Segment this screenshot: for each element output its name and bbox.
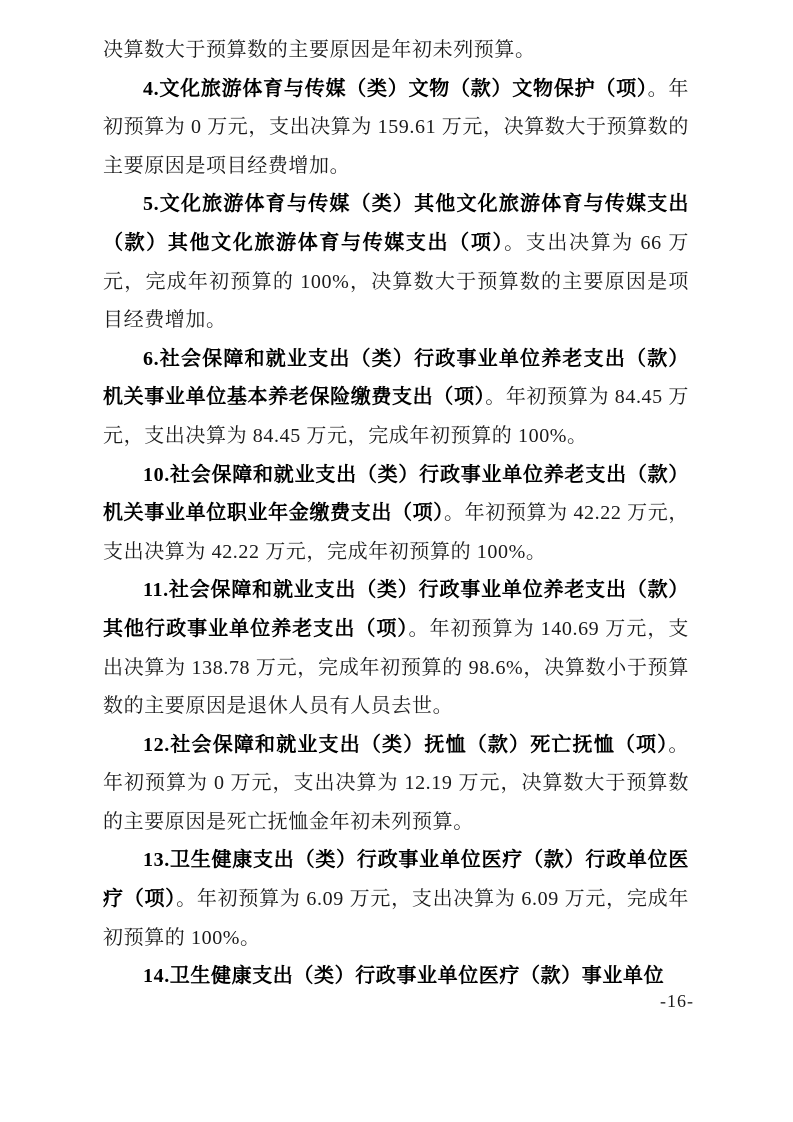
clause-heading: 5.文化旅游体育与传媒（类）其他文化旅游体育与传媒支出（款）其他文化旅游体育与传媒支出（项） <box>103 193 689 254</box>
clause-heading: 10.社会保障和就业支出（类）行政事业单位养老支出（款）机关事业单位职业年金缴费支出（项） <box>103 463 689 525</box>
document-body <box>103 31 689 996</box>
paragraph <box>103 841 689 957</box>
clause-heading: 11.社会保障和就业支出（类）行政事业单位养老支出（款）其他行政事业单位养老支出（项） <box>103 579 689 640</box>
clause-heading: 6.社会保障和就业支出（类）行政事业单位养老支出（款）机关事业单位基本养老保险缴费支出（项） <box>103 347 689 409</box>
clause-text: 。年初预算为 6.09 万元，支出决算为 6.09 万元，完成年初预算的 100%。 <box>103 888 690 949</box>
clause-text: 。年初预算为 140.69 万元，支出决算为 138.78 万元，完成年初预算的 98.6%，决算数小于预算数的主要原因是退休人员有人员去世。 <box>103 617 690 718</box>
clause-text: 决算数大于预算数的主要原因是年初未列预算。 <box>103 39 536 61</box>
paragraph <box>103 70 689 186</box>
clause-text: 。年初预算为 42.22 万元，支出决算为 42.22 万元，完成年初预算的 100%。 <box>103 502 689 563</box>
paragraph <box>103 571 689 725</box>
clause-text: 。年初预算为 84.45 万元，支出决算为 84.45 万元，完成年初预算的 100%。 <box>103 386 690 447</box>
paragraph <box>103 340 689 456</box>
page-number: -16- <box>660 991 694 1011</box>
clause-heading: 12.社会保障和就业支出（类）抚恤（款）死亡抚恤（项） <box>143 733 669 756</box>
clause-text: 。支出决算为 66 万元，完成年初预算的 100%，决算数大于预算数的主要原因是项目经费增加。 <box>103 231 689 332</box>
clause-heading: 4.文化旅游体育与传媒（类）文物（款）文物保护（项） <box>143 77 648 100</box>
paragraph <box>103 957 689 996</box>
clause-heading: 14.卫生健康支出（类）行政事业单位医疗（款）事业单位 <box>143 965 665 988</box>
clause-text: 。年初预算为 0 万元，支出决算为 159.61 万元，决算数大于预算数的主要原因是项目经费增加。 <box>103 77 690 177</box>
paragraph <box>103 185 689 339</box>
paragraph <box>103 726 689 842</box>
paragraph <box>103 456 689 572</box>
paragraph <box>103 31 689 70</box>
clause-text: 。年初预算为 0 万元，支出决算为 12.19 万元，决算数大于预算数的主要原因是死亡抚恤金年初未列预算。 <box>103 733 689 833</box>
clause-heading: 13.卫生健康支出（类）行政事业单位医疗（款）行政单位医疗（项） <box>103 849 689 911</box>
